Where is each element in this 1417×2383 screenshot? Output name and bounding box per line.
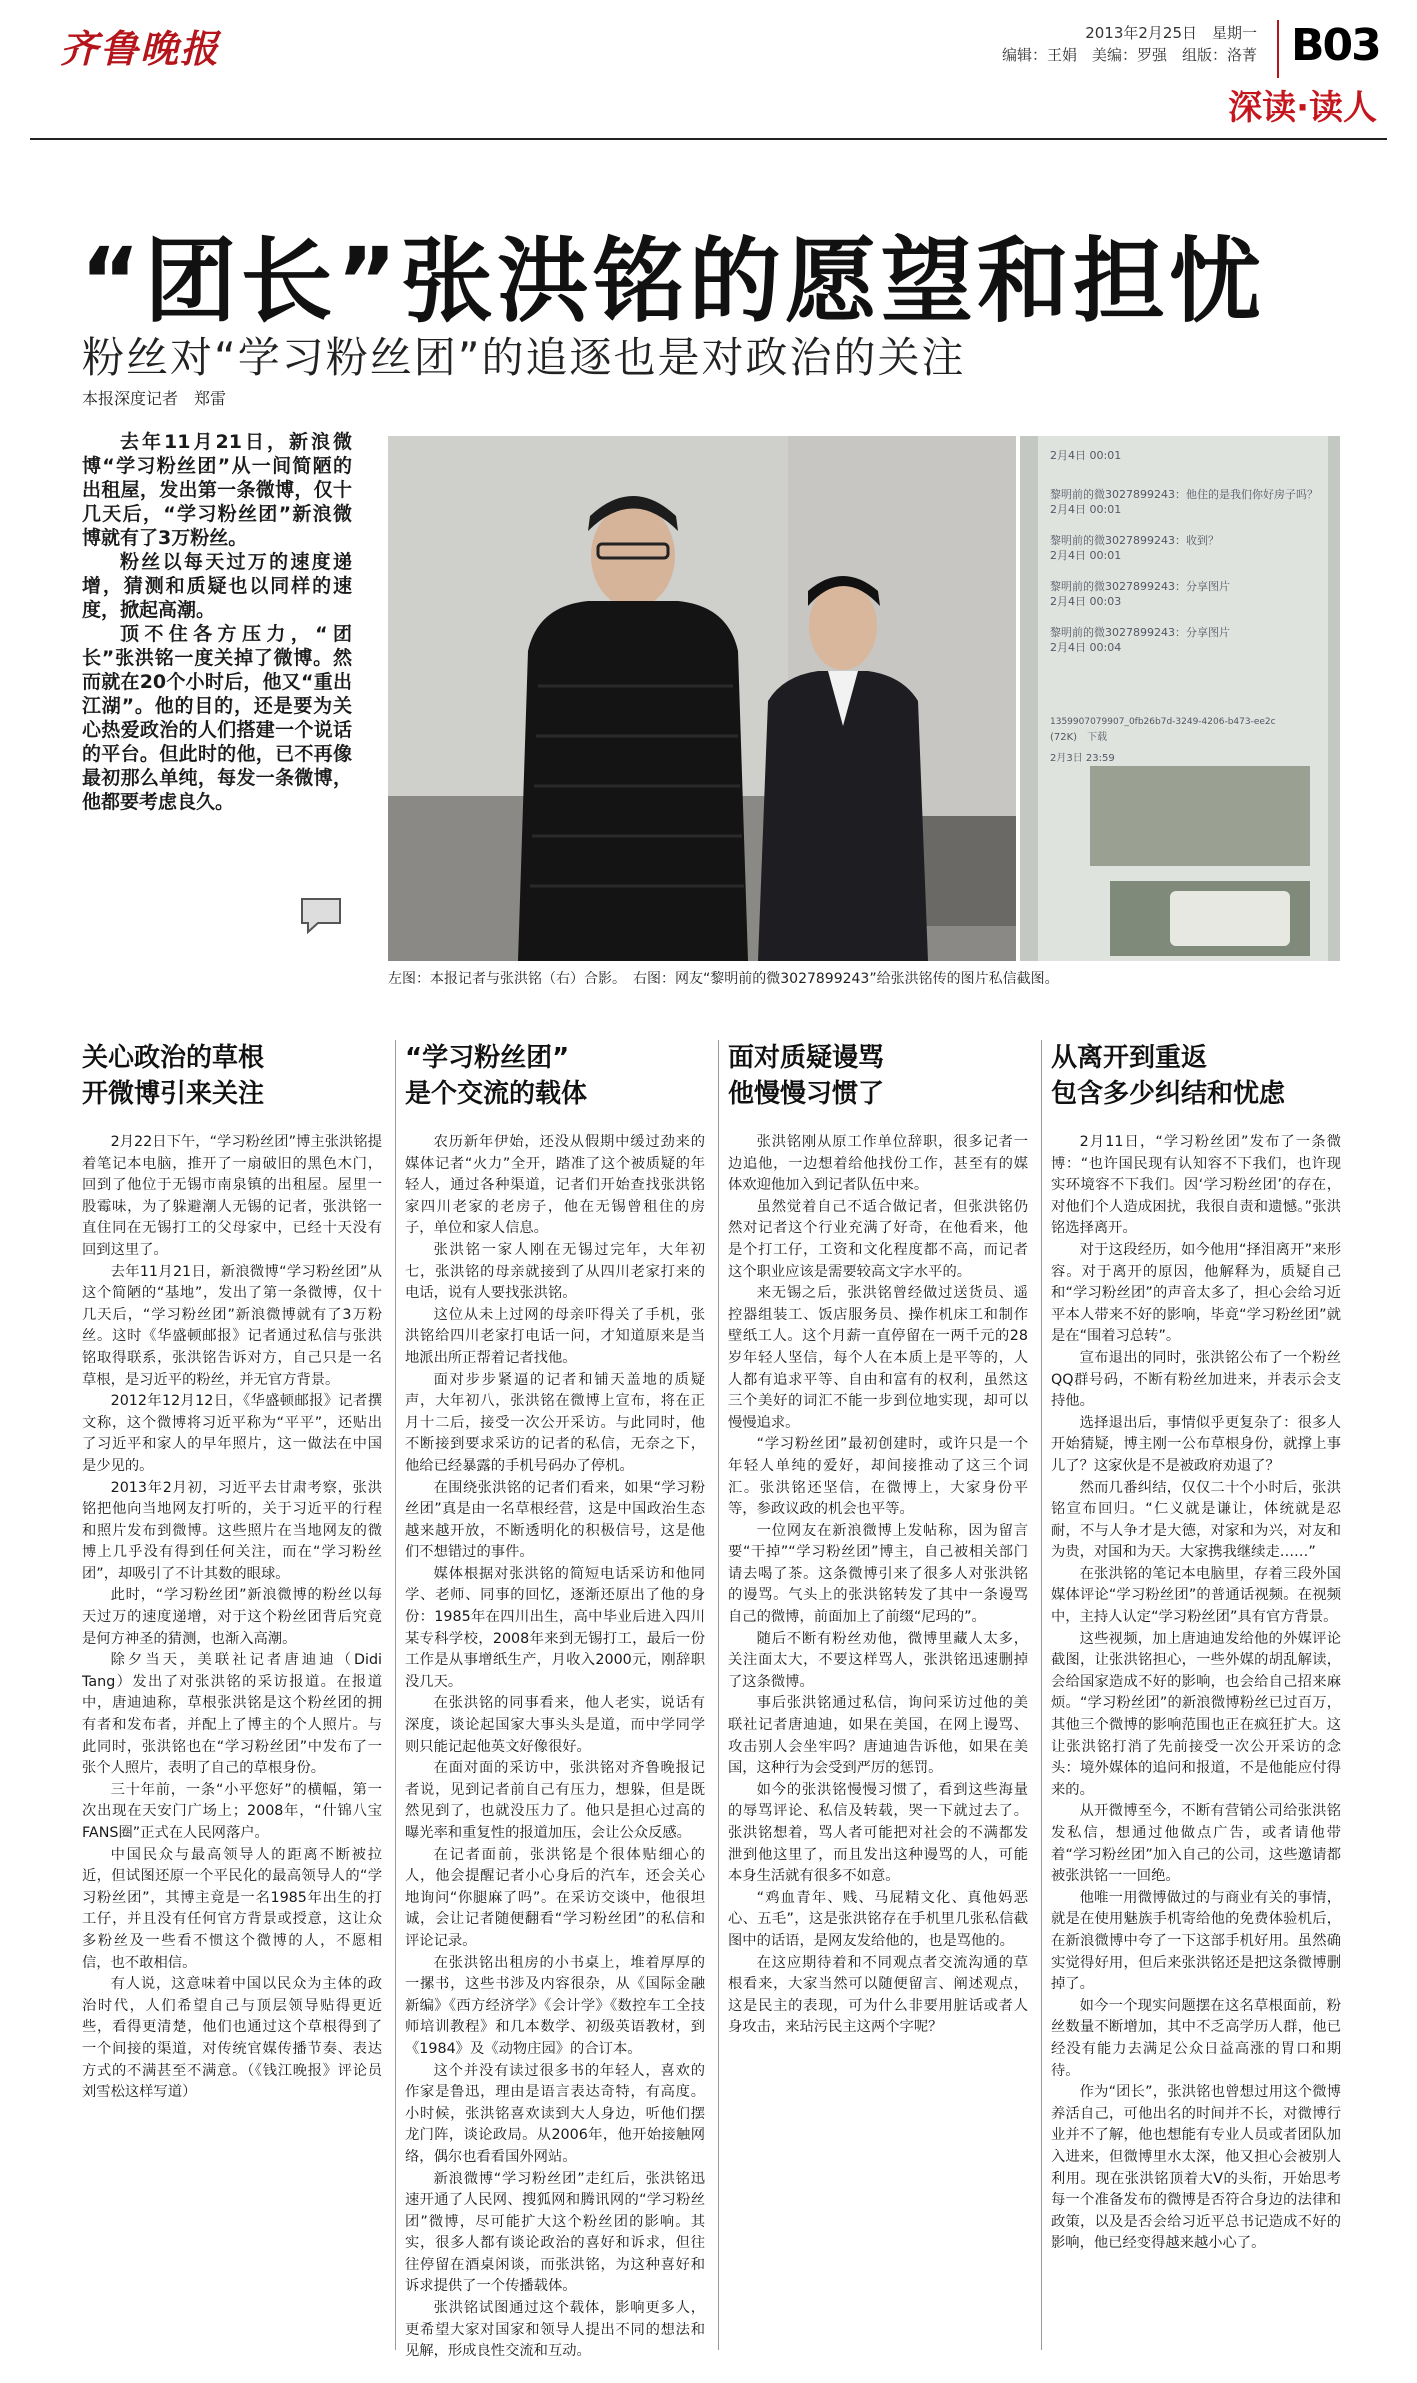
photo-illustration bbox=[388, 436, 1016, 961]
date-line: 2013年2月25日 星期一 bbox=[1085, 24, 1257, 42]
page-number: B03 bbox=[1277, 20, 1377, 78]
column-4 bbox=[1051, 1040, 1341, 2255]
paragraph: 中国民众与最高领导人的距离不断被拉近，但试图还原一个平民化的最高领导人的“学习粉丝团”，其博主竟是一名1985年出生的打工仔，并且没有任何官方背景或授意，这让众多粉丝及一些看不惯这个微博的人，不愿相信，也不敢相信。 bbox=[82, 1846, 382, 1971]
paragraph: 这些视频，加上唐迪迪发给他的外媒评论截图，让张洪铭担心，一些外媒的胡乱解读，会给国家造成不好的影响，也会给自己招来麻烦。“学习粉丝团”的新浪微博粉丝已过百万，其他三个微博的影响范围也正在疯狂扩大。这让张洪铭打消了先前接受一次公开采访的念头：境外媒体的追问和报道，不是他能应付得来的。 bbox=[1051, 1630, 1341, 1798]
message-sender: 黎明前的微3027899243： bbox=[1050, 534, 1186, 547]
message-row bbox=[1050, 533, 1330, 563]
paragraph: 2月11日，“学习粉丝团”发布了一条微博：“也许国民现有认知容不下我们，也许现实环境容不下我们。因‘学习粉丝团’的存在，对他们个人造成困扰，我很自责和遗憾。”张洪铭选择离开。 bbox=[1051, 1134, 1341, 1237]
paragraph: 然而几番纠结，仅仅二十个小时后，张洪铭宣布回归。“仁义就是谦让，体统就是忍耐，不与人争才是大德，对家和为兴，对友和为贵，对国和为天。大家携我继续走……” bbox=[1051, 1479, 1341, 1561]
header-rule bbox=[30, 138, 1387, 140]
message-text: 收到？ bbox=[1186, 534, 1219, 547]
column-3 bbox=[728, 1040, 1028, 2039]
paragraph: 在记者面前，张洪铭是个很体贴细心的人，他会提醒记者小心身后的汽车，还会关心地询问“你腿麻了吗”。在采访交谈中，他很坦诚，会让记者随便翻看“学习粉丝团”的私信和评论记录。 bbox=[405, 1846, 705, 1949]
editors-line: 编辑：王娟 美编：罗强 组版：洛菁 bbox=[1001, 46, 1257, 64]
headline: “团长”张洪铭的愿望和担忧 bbox=[80, 228, 1265, 335]
message-time: 2月4日 00:03 bbox=[1050, 595, 1122, 608]
paragraph: 在张洪铭的同事看来，他人老实，说话有深度，谈论起国家大事头头是道，而中学同学则只能记起他英文好像很好。 bbox=[405, 1695, 705, 1755]
paragraph: 去年11月21日，新浪微博“学习粉丝团”从这个简陋的“基地”，发出了第一条微博，仅十几天后，“学习粉丝团”新浪微博就有了3万粉丝。这时《华盛顿邮报》记者通过私信与张洪铭取得联系，张洪铭告诉对方，自己只是一名草根，是习近平的粉丝，并无官方背景。 bbox=[82, 1263, 382, 1388]
message-sender: 黎明前的微3027899243： bbox=[1050, 626, 1186, 639]
column-title bbox=[728, 1040, 1028, 1112]
message-row bbox=[1050, 579, 1330, 609]
paragraph: 选择退出后，事情似乎更复杂了：很多人开始猜疑，博主刚一公布草根身份，就撑上事儿了？这家伙是不是被政府劝退了？ bbox=[1051, 1414, 1341, 1474]
column-title-line: 开微博引来关注 bbox=[82, 1079, 265, 1109]
paragraph: 2月22日下午，“学习粉丝团”博主张洪铭提着笔记本电脑，推开了一扇破旧的黑色木门，回到了他位于无锡市南泉镇的出租屋。屋里一股霉味，为了躲避潮人无锡的记者，张洪铭一直住同在无锡打工的父母家中，已经十天没有回到这里了。 bbox=[82, 1134, 382, 1258]
paragraph: 虽然觉着自己不适合做记者，但张洪铭仍然对记者这个行业充满了好奇，在他看来，他是个打工仔，工资和文化程度都不高，而记者这个职业应该是需要较高文字水平的。 bbox=[728, 1198, 1028, 1280]
lead-paragraphs bbox=[82, 430, 352, 814]
message-sender: 黎明前的微3027899243： bbox=[1050, 580, 1186, 593]
paragraph: 2012年12月12日，《华盛顿邮报》记者撰文称，这个微博将习近平称为“平平”，还贴出了习近平和家人的早年照片，这一做法在中国是少见的。 bbox=[82, 1393, 382, 1474]
paragraph: 一位网友在新浪微博上发帖称，因为留言要“干掉”“学习粉丝团”博主，自己被相关部门请去喝了茶。这条微博引来了很多人对张洪铭的谩骂。气头上的张洪铭转发了其中一条谩骂自己的微博，前面加上了前缀“尼玛的”。 bbox=[728, 1522, 1028, 1626]
column-body bbox=[1051, 1132, 1341, 2255]
paragraph: 2013年2月初，习近平去甘肃考察，张洪铭把他向当地网友打听的，关于习近平的行程和照片发布到微博。这些照片在当地网友的微博上几乎没有得到任何关注，而在“学习粉丝团”，却吸引了不计其数的眼球。 bbox=[82, 1479, 382, 1582]
paragraph: 在围绕张洪铭的记者们看来，如果“学习粉丝团”真是由一名草根经营，这是中国政治生态越来越开放，不断透明化的积极信号，这是他们不想错过的事件。 bbox=[405, 1479, 705, 1561]
screenshot-text bbox=[1050, 448, 1330, 766]
paragraph: 三十年前，一条“小平您好”的横幅，第一次出现在天安门广场上；2008年，“什锦八宝FANS圈”正式在人民网落户。 bbox=[82, 1781, 382, 1841]
photo-reporter-and-zhang bbox=[388, 436, 1016, 961]
section-name: 深读·读人 bbox=[1228, 88, 1377, 128]
paragraph: 张洪铭一家人刚在无锡过完年，大年初七，张洪铭的母亲就接到了从四川老家打来的电话，说有人要找张洪铭。 bbox=[405, 1241, 705, 1302]
lead-paragraph: 去年11月21日，新浪微博“学习粉丝团”从一间简陋的出租屋，发出第一条微博，仅十几天后，“学习粉丝团”新浪微博就有了3万粉丝。 bbox=[82, 431, 352, 549]
paragraph: 在这应期待着和不同观点者交流沟通的草根看来，大家当然可以随便留言、阐述观点，这是民主的表现，可为什么非要用脏话或者人身攻击，来玷污民主这两个字呢？ bbox=[728, 1954, 1028, 2036]
paragraph: 面对步步紧逼的记者和铺天盖地的质疑声，大年初八，张洪铭在微博上宣布，将在正月十二后，接受一次公开采访。与此同时，他不断接到要求采访的记者的私信，无奈之下，他给已经暴露的手机号码办了停机。 bbox=[405, 1371, 705, 1474]
column-body bbox=[728, 1132, 1028, 2039]
lead-paragraph: 顶不住各方压力，“团长”张洪铭一度关掉了微博。然而就在20个小时后，他又“重出江湖”。他的目的，还是要为关心热爱政治的人们搭建一个说话的平台。但此时的他，已不再像最初那么单纯，每发一条微博，他都要考虑良久。 bbox=[82, 623, 352, 813]
column-title-line: 面对质疑谩骂 bbox=[728, 1043, 885, 1073]
paragraph: 如今的张洪铭慢慢习惯了，看到这些海量的辱骂评论、私信及转载，哭一下就过去了。张洪铭想着，骂人者可能把对社会的不满都发泄到他这里了，而且发出这种谩骂的人，可能本身生活就有很多不如意。 bbox=[728, 1781, 1028, 1885]
column-title bbox=[1051, 1040, 1341, 1112]
header-meta bbox=[1002, 22, 1257, 66]
column-title bbox=[82, 1040, 382, 1112]
paragraph: 农历新年伊始，还没从假期中缓过劲来的媒体记者“火力”全开，踏准了这个被质疑的年轻人，通过各种渠道，记者们开始查找张洪铭家四川老家的老房子，他在无锡曾租住的房子，单位和家人信息。 bbox=[405, 1134, 705, 1237]
column-body bbox=[82, 1132, 382, 2104]
message-time: 2月4日 00:01 bbox=[1050, 503, 1122, 516]
paragraph: 张洪铭试图通过这个载体，影响更多人，更希望大家对国家和领导人提出不同的想法和见解，形成良性交流和互动。 bbox=[405, 2300, 705, 2360]
paragraph: 这位从未上过网的母亲吓得关了手机，张洪铭给四川老家打电话一问，才知道原来是当地派出所正帮着记者找他。 bbox=[405, 1306, 705, 1366]
paragraph: 有人说，这意味着中国以民众为主体的政治时代，人们希望自己与顶层领导贴得更近些，看得更清楚，他们也通过这个草根得到了一个间接的渠道，对传统官媒传播节奏、表达方式的不满甚至不满意。（《钱江晚报》评论员刘雪松这样写道） bbox=[82, 1976, 382, 2101]
column-title-line: 关心政治的草根 bbox=[82, 1043, 265, 1073]
message-row bbox=[1050, 625, 1330, 655]
photo-private-message-screenshot bbox=[1020, 436, 1340, 961]
paragraph: 在面对面的采访中，张洪铭对齐鲁晚报记者说，见到记者前自己有压力，想躲，但是既然见到了，也就没压力了。他只是担心过高的曝光率和重复性的报道加压，会让公众反感。 bbox=[405, 1760, 705, 1841]
speech-bubble-icon bbox=[296, 895, 346, 935]
photo-caption: 左图：本报记者与张洪铭（右）合影。 右图：网友“黎明前的微3027899243”给张洪铭传的图片私信截图。 bbox=[388, 971, 1059, 987]
paragraph: 宣布退出的同时，张洪铭公布了一个粉丝QQ群号码，不断有粉丝加进来，并表示会支持他。 bbox=[1051, 1349, 1341, 1410]
message-time: 2月4日 00:04 bbox=[1050, 641, 1122, 654]
column-1 bbox=[82, 1040, 382, 2104]
message-text: 他住的是我们你好房子吗？ bbox=[1186, 488, 1318, 501]
screenshot-file-line: 1359907079907_0fb26b7d-3249-4206-b473-ee2c bbox=[1050, 717, 1276, 727]
paragraph: 作为“团长”，张洪铭也曾想过用这个微博养活自己，可他出名的时间并不长，对微博行业并不了解，他也想能有专业人员或者团队加入进来，但微博里水太深，他又担心会被别人利用。现在张洪铭顶着大V的头衔，开始思考每一个准备发布的微博是否符合身边的法律和政策，以及是否会给习近平总书记造成不好的影响，他已经变得越来越小心了。 bbox=[1051, 2084, 1341, 2252]
column-title-line: 是个交流的载体 bbox=[405, 1079, 588, 1109]
paragraph: 如今一个现实问题摆在这名草根面前，粉丝数量不断增加，其中不乏高学历人群，他已经没有能力去满足公众日益高涨的胃口和期待。 bbox=[1051, 1997, 1341, 2079]
paragraph: 这个并没有读过很多书的年轻人，喜欢的作家是鲁迅，理由是语言表达奇特，有高度。小时候，张洪铭喜欢读到大人身边，听他们摆龙门阵，谈论政局。从2006年，他开始接触网络，偶尔也看看国外网站。 bbox=[405, 2062, 705, 2165]
column-divider bbox=[718, 1040, 719, 2350]
screenshot-top-time: 2月4日 00:01 bbox=[1050, 449, 1122, 462]
paragraph: 此时，“学习粉丝团”新浪微博的粉丝以每天过万的速度递增，对于这个粉丝团背后究竟是何方神圣的猜测，也渐入高潮。 bbox=[82, 1587, 382, 1647]
column-title bbox=[405, 1040, 705, 1112]
paragraph: 在张洪铭的笔记本电脑里，存着三段外国媒体评论“学习粉丝团”的普通话视频。在视频中，主持人认定“学习粉丝团”具有官方背景。 bbox=[1051, 1565, 1341, 1626]
message-time: 2月4日 00:01 bbox=[1050, 549, 1122, 562]
screenshot-bottom-time: 2月3日 23:59 bbox=[1050, 753, 1115, 764]
column-title-line: 包含多少纠结和忧虑 bbox=[1051, 1079, 1286, 1109]
paragraph: “鸡血青年、贱、马屁精文化、真他妈恶心、五毛”，这是张洪铭存在手机里几张私信截图中的话语，是网友发给他的，也是骂他的。 bbox=[728, 1889, 1028, 1949]
paragraph: 事后张洪铭通过私信，询问采访过他的美联社记者唐迪迪，如果在美国，在网上谩骂、攻击别人会坐牢吗？唐迪迪告诉他，如果在美国，这种行为会受到严厉的惩罚。 bbox=[728, 1695, 1028, 1777]
byline: 本报深度记者 郑雷 bbox=[82, 389, 227, 408]
masthead-logo: 齐鲁晚报 bbox=[60, 26, 221, 71]
column-title-line: “学习粉丝团” bbox=[405, 1043, 570, 1073]
message-sender: 黎明前的微3027899243： bbox=[1050, 488, 1186, 501]
paragraph: 在张洪铭出租房的小书桌上，堆着厚厚的一摞书，这些书涉及内容很杂，从《国际金融新编》《西方经济学》《会计学》《数控车工全技师培训教程》和几本数学、初级英语教材，到《1984》及《动物庄园》的合订本。 bbox=[405, 1954, 705, 2057]
paragraph: 除夕当天，美联社记者唐迪迪（Didi Tang）发出了对张洪铭的采访报道。在报道中，唐迪迪称，草根张洪铭是这个粉丝团的拥有者和发布者，并配上了博主的个人照片。与此同时，张洪铭也在“学习粉丝团”中发布了一张个人照片，表明了自己的草根身份。 bbox=[82, 1652, 382, 1777]
subhead: 粉丝对“学习粉丝团”的追逐也是对政治的关注 bbox=[82, 333, 966, 382]
lead-paragraph: 粉丝以每天过万的速度递增，猜测和质疑也以同样的速度，掀起高潮。 bbox=[82, 551, 352, 621]
message-text: 分享图片 bbox=[1186, 626, 1230, 639]
message-row bbox=[1050, 487, 1330, 517]
paragraph: 新浪微博“学习粉丝团”走红后，张洪铭迅速开通了人民网、搜狐网和腾讯网的“学习粉丝团”微博，尽可能扩大这个粉丝团的影响。其实，很多人都有谈论政治的喜好和诉求，但往往停留在酒桌闲谈，而张洪铭，为这种喜好和诉求提供了一个传播载体。 bbox=[405, 2170, 705, 2295]
paragraph: 从开微博至今，不断有营销公司给张洪铭发私信，想通过他做点广告，或者请他带着“学习粉丝团”加入自己的公司，这些邀请都被张洪铭一一回绝。 bbox=[1051, 1803, 1341, 1885]
paragraph: 随后不断有粉丝劝他，微博里藏人太多，关注面太大，不要这样骂人，张洪铭迅速删掉了这条微博。 bbox=[728, 1630, 1028, 1690]
paragraph: 对于这段经历，如今他用“择泪离开”来形容。对于离开的原因，他解释为，质疑自己和“学习粉丝团”的声音太多了，担心会给习近平本人带来不好的影响，毕竟“学习粉丝团”就是在“围着习总转”。 bbox=[1051, 1241, 1341, 1345]
column-2 bbox=[405, 1040, 705, 2363]
column-title-line: 他慢慢习惯了 bbox=[728, 1079, 885, 1109]
column-divider bbox=[1041, 1040, 1042, 2350]
column-body bbox=[405, 1132, 705, 2363]
message-text: 分享图片 bbox=[1186, 580, 1230, 593]
paragraph: 来无锡之后，张洪铭曾经做过送货员、遥控器组装工、饭店服务员、操作机床工和制作壁纸工人。这个月薪一直停留在一两千元的28岁年轻人坚信，每个人在本质上是平等的，人人都有追求平等、自由和富有的权利，虽然这三个美好的词汇不能一步到位地实现，却可以慢慢追求。 bbox=[728, 1285, 1028, 1431]
paragraph: 张洪铭刚从原工作单位辞职，很多记者一边追他，一边想着给他找份工作，甚至有的媒体欢迎他加入到记者队伍中来。 bbox=[728, 1134, 1028, 1194]
paragraph: 媒体根据对张洪铭的简短电话采访和他同学、老师、同事的回忆，逐渐还原出了他的身份：1985年在四川出生，高中毕业后进入四川某专科学校，2008年来到无锡打工，最后一份工作是从事增纸生产，月收入2000元，刚辞职没几天。 bbox=[405, 1565, 705, 1690]
column-divider bbox=[395, 1040, 396, 2350]
paragraph: “学习粉丝团”最初创建时，或许只是一个年轻人单纯的爱好，却间接推动了这三个词汇。张洪铭还坚信，在微博上，大家身份平等，参政议政的机会也平等。 bbox=[728, 1436, 1028, 1518]
column-title-line: 从离开到重返 bbox=[1051, 1043, 1208, 1073]
screenshot-file-size: (72K) 下载 bbox=[1050, 732, 1108, 743]
paragraph: 他唯一用微博做过的与商业有关的事情，就是在使用魅族手机寄给他的免费体验机后，在新浪微博中夸了一下这部手机好用。虽然确实觉得好用，但后来张洪铭还是把这条微博删掉了。 bbox=[1051, 1889, 1341, 1993]
